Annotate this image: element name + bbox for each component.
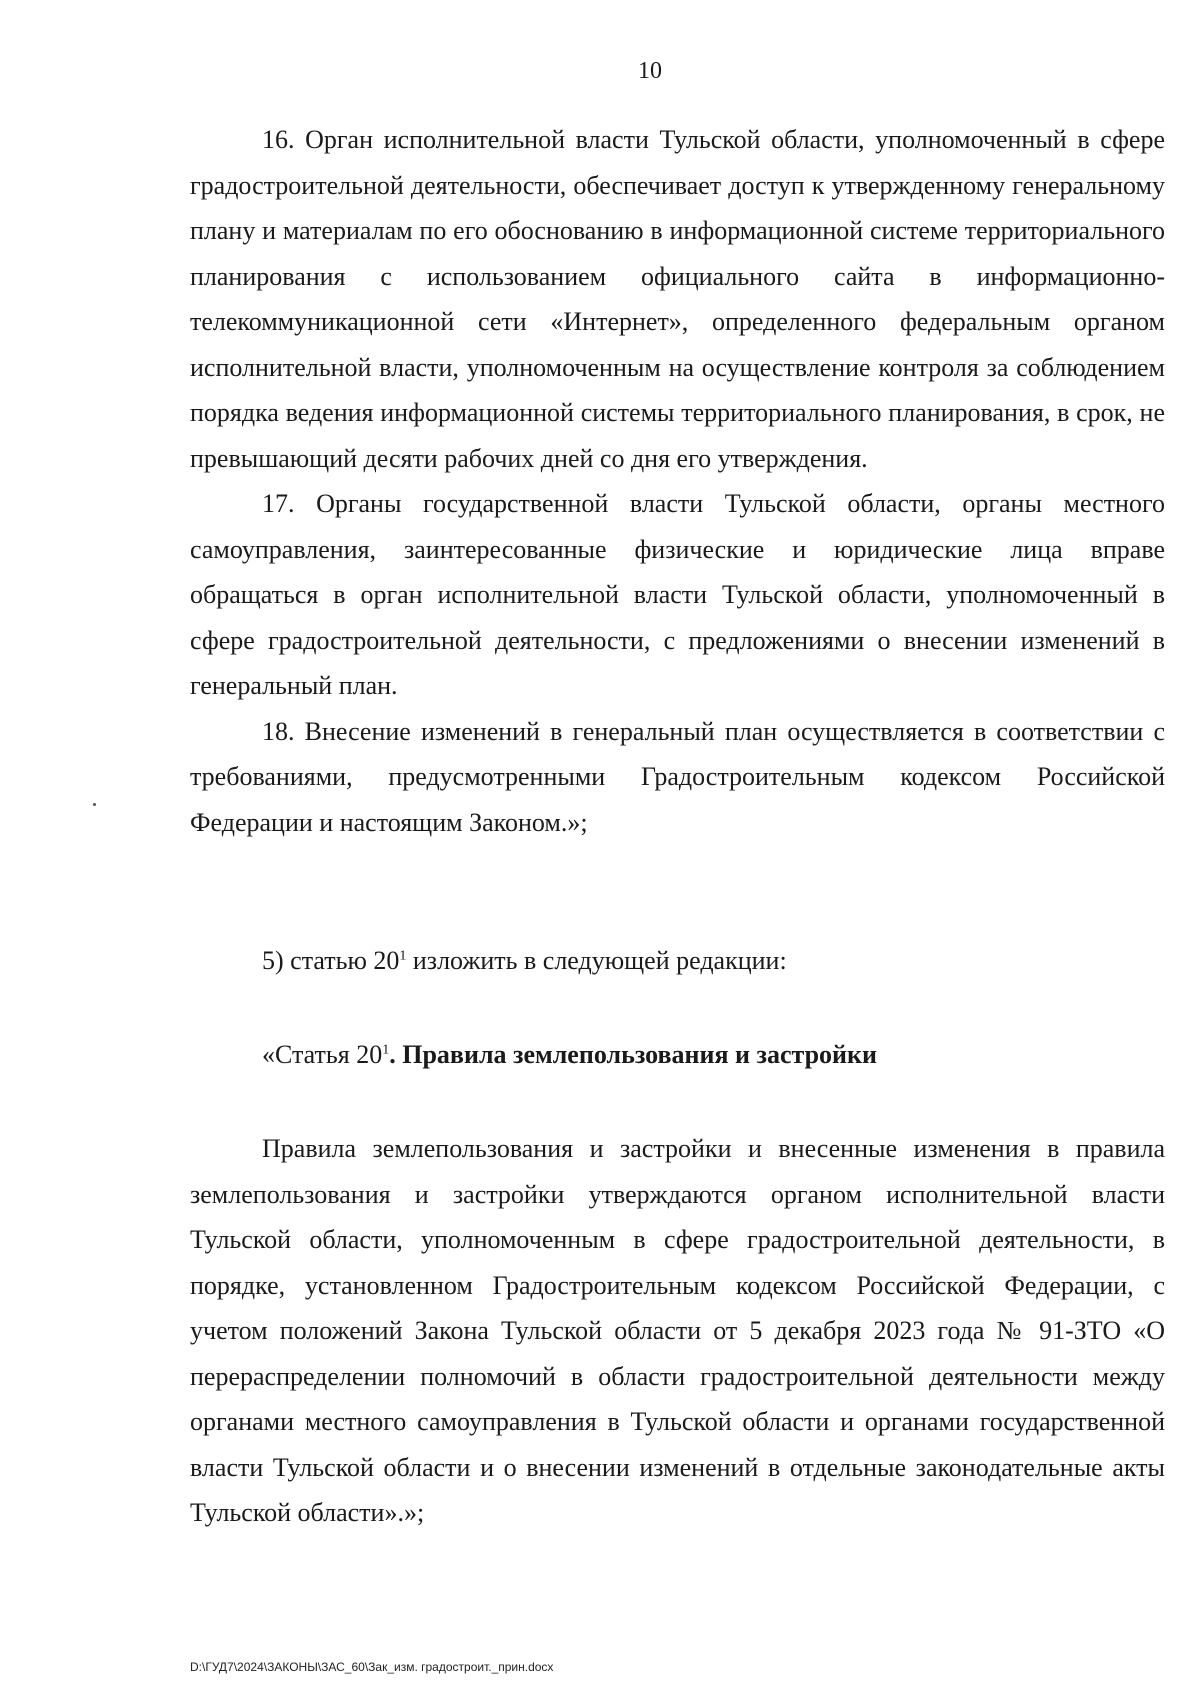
article-body-paragraph: Правила землепользования и застройки и внесенные изменения в правила землепользования и застройки утверждаются органом исполнительной власти Тульской области, уполномоченным в сфере градостроительной деятельности, в порядке, установленном Градостроительным кодексом Российской Федерации, с учетом положений Закона Тульской области от 5 декабря 2023 года № 91-ЗТО «О перераспределении полномочий в области градостроительной деятельности между органами местного самоуправления в Тульской области и органами государственной власти Тульской области и о внесении изменений в отдельные законодательные акты Тульской области».»; bbox=[190, 1134, 1165, 1527]
item-5-suffix: изложить в следующей редакции: bbox=[406, 946, 787, 975]
article-superscript: 1 bbox=[382, 1042, 390, 1058]
item-5-prefix: 5) статью 20 bbox=[262, 946, 400, 975]
amendment-item-5 bbox=[262, 938, 787, 983]
footer-file-path: D:\ГУД7\2024\ЗАКОНЫ\ЗАС_60\Зак_изм. градостроит._прин.docx bbox=[190, 1660, 554, 1674]
page-number: 10 bbox=[638, 58, 662, 84]
article-dot: . bbox=[389, 1040, 403, 1069]
paragraph-16: 16. Орган исполнительной власти Тульской области, уполномоченный в сфере градостроительной деятельности, обеспечивает доступ к утвержденному генеральному плану и материалам по его обоснованию в информационной системе территориального планирования с использованием официального сайта в информационно-телекоммуникационной сети «Интернет», определенного федеральным органом исполнительной власти, уполномоченным на осуществление контроля за соблюдением порядка ведения информационной системы территориального планирования, в срок, не превышающий десяти рабочих дней со дня его утверждения. bbox=[190, 125, 1165, 473]
scan-mark bbox=[93, 803, 96, 806]
article-prefix: «Статья 20 bbox=[262, 1040, 383, 1069]
paragraph-18: 18. Внесение изменений в генеральный план осуществляется в соответствии с требованиями, предусмотренными Градостроительным кодексом Российской Федерации и настоящим Законом.»; bbox=[190, 716, 1165, 837]
paragraph-17: 17. Органы государственной власти Тульской области, органы местного самоуправления, заинтересованные физические и юридические лица вправе обращаться в орган исполнительной власти Тульской области, уполномоченный в сфере градостроительной деятельности, с предложениями о внесении изменений в генеральный план. bbox=[190, 489, 1165, 700]
article-heading bbox=[262, 1032, 877, 1077]
article-title: Правила землепользования и застройки bbox=[402, 1040, 878, 1069]
item-5-superscript: 1 bbox=[399, 948, 407, 964]
article-body bbox=[190, 1126, 1165, 1536]
document-body bbox=[190, 117, 1165, 845]
